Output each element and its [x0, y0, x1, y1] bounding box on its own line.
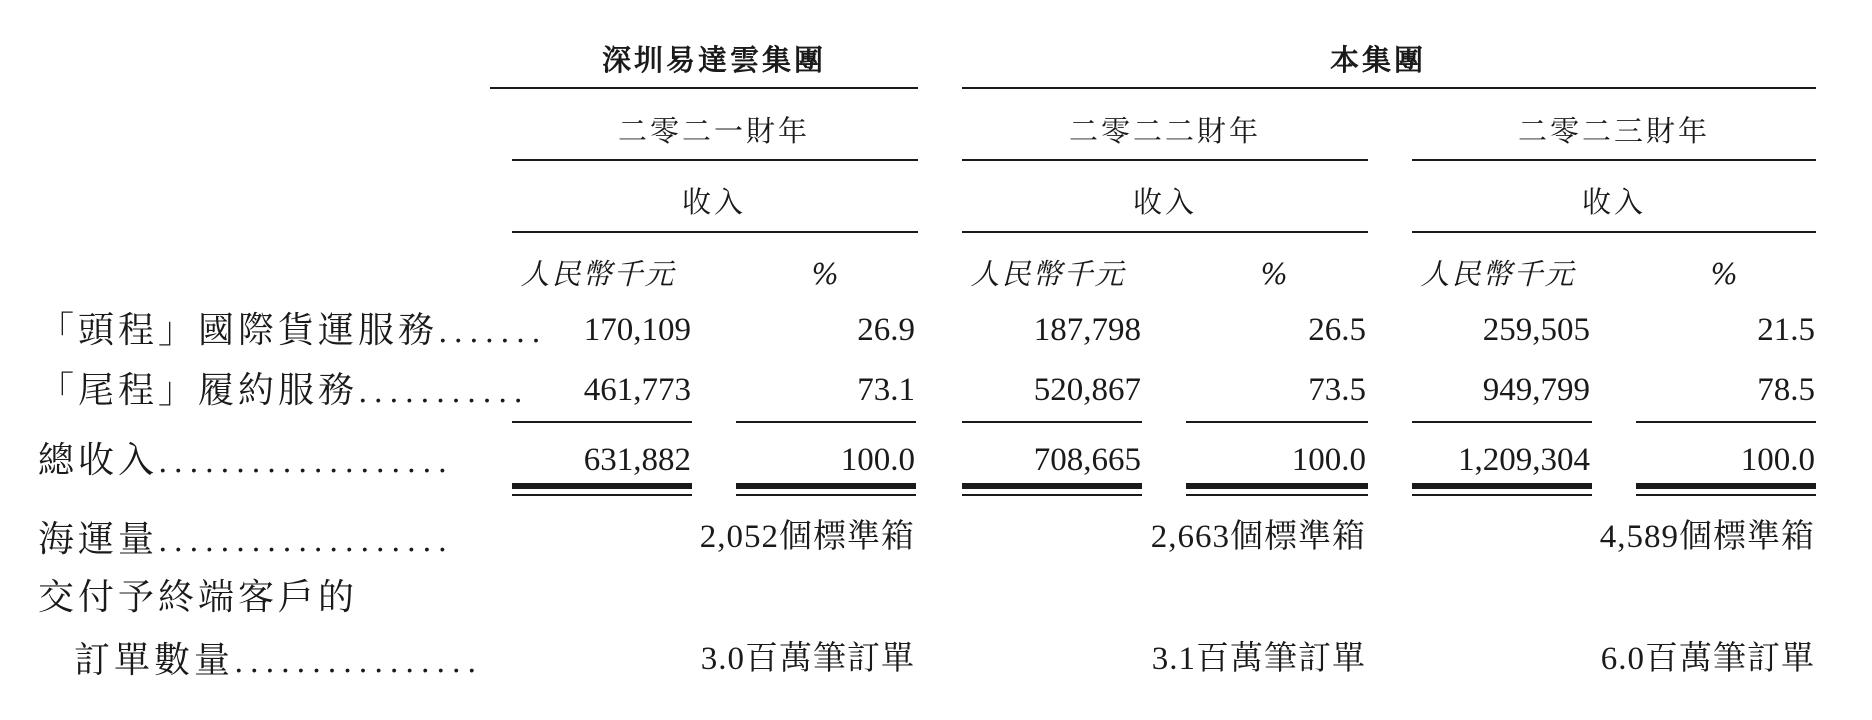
total-pct-2023: 100.0	[1740, 442, 1815, 478]
header-rule	[1412, 231, 1816, 233]
total-double-rule	[962, 483, 1142, 489]
row2-pct-2023: 78.5	[1757, 372, 1815, 408]
total-amount-2021: 631,882	[583, 442, 691, 478]
unit-rmb-2022: 人民幣千元	[970, 257, 1126, 291]
total-double-rule	[736, 483, 916, 489]
subtotal-rule	[1186, 421, 1368, 423]
row-label-total: 總收入...................	[38, 440, 454, 481]
row-label-first-leg: 「頭程」國際貨運服務.......	[38, 310, 547, 351]
row-label-orders-line2: 訂單數量................	[74, 640, 483, 681]
row2-pct-2022: 73.5	[1308, 372, 1366, 408]
row1-amount-2023: 259,505	[1482, 312, 1590, 348]
orders-2021: 3.0百萬筆訂單	[700, 641, 915, 677]
unit-pct-2023: %	[1710, 257, 1740, 291]
header-the-group: 本集團	[1329, 43, 1427, 77]
unit-pct-2022: %	[1260, 257, 1290, 291]
header-fy2023: 二零二三財年	[1517, 114, 1711, 148]
shipping-2023: 4,589個標準箱	[1599, 519, 1815, 555]
row-label-last-mile: 「尾程」履約服務...........	[38, 370, 529, 411]
header-rule	[962, 87, 1816, 89]
row-label-orders-line1: 交付予終端客戶的	[38, 577, 359, 618]
subtotal-rule	[512, 421, 692, 423]
header-fy2021: 二零二一財年	[617, 114, 811, 148]
total-double-rule	[1186, 494, 1368, 496]
total-amount-2023: 1,209,304	[1458, 442, 1590, 478]
unit-pct-2021: %	[811, 257, 841, 291]
unit-rmb-2021: 人民幣千元	[520, 257, 676, 291]
row-label-shipping: 海運量...................	[38, 519, 454, 560]
total-double-rule	[962, 494, 1142, 496]
unit-rmb-2023: 人民幣千元	[1420, 257, 1576, 291]
header-revenue-2022: 收入	[1132, 185, 1198, 219]
row2-amount-2021: 461,773	[583, 372, 691, 408]
row2-pct-2021: 73.1	[857, 372, 915, 408]
shipping-2021: 2,052個標準箱	[699, 519, 915, 555]
shipping-2022: 2,663個標準箱	[1150, 519, 1366, 555]
row1-amount-2021: 170,109	[583, 312, 691, 348]
total-pct-2021: 100.0	[840, 442, 915, 478]
header-shenzhen-group: 深圳易達雲集團	[601, 43, 827, 77]
total-double-rule	[1636, 494, 1816, 496]
row1-pct-2023: 21.5	[1757, 312, 1815, 348]
total-double-rule	[1186, 483, 1368, 489]
header-fy2022: 二零二二財年	[1068, 114, 1262, 148]
total-pct-2022: 100.0	[1291, 442, 1366, 478]
row1-pct-2022: 26.5	[1308, 312, 1366, 348]
orders-2022: 3.1百萬筆訂單	[1151, 641, 1366, 677]
row1-amount-2022: 187,798	[1033, 312, 1141, 348]
subtotal-rule	[1412, 421, 1592, 423]
orders-2023: 6.0百萬筆訂單	[1600, 641, 1815, 677]
header-rule	[512, 231, 918, 233]
subtotal-rule	[1636, 421, 1816, 423]
header-rule	[490, 87, 918, 89]
header-rule	[1412, 159, 1816, 161]
subtotal-rule	[736, 421, 916, 423]
header-revenue-2023: 收入	[1581, 185, 1647, 219]
row2-amount-2022: 520,867	[1033, 372, 1141, 408]
header-rule	[962, 231, 1368, 233]
total-double-rule	[1636, 483, 1816, 489]
total-double-rule	[512, 483, 692, 489]
row1-pct-2021: 26.9	[857, 312, 915, 348]
total-amount-2022: 708,665	[1033, 442, 1141, 478]
header-rule	[512, 159, 918, 161]
total-double-rule	[512, 494, 692, 496]
total-double-rule	[1412, 483, 1592, 489]
total-double-rule	[1412, 494, 1592, 496]
header-rule	[962, 159, 1368, 161]
total-double-rule	[736, 494, 916, 496]
header-revenue-2021: 收入	[681, 185, 747, 219]
subtotal-rule	[962, 421, 1142, 423]
row2-amount-2023: 949,799	[1482, 372, 1590, 408]
